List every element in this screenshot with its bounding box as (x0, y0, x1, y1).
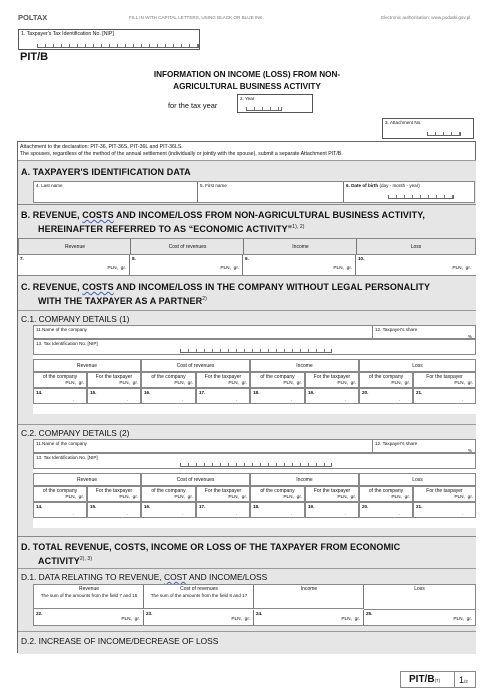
currency-pln: PLN, (107, 266, 118, 271)
company-subcol-currency (454, 381, 473, 386)
company-subcol-label: of the company (368, 374, 404, 380)
footer-form-code (400, 671, 476, 688)
company-2-subcol-1 (87, 486, 141, 502)
currency-gr: gr. (187, 495, 193, 500)
company-subcol-label: of the company (42, 374, 78, 380)
company-name-label: 11.Name of the company (36, 441, 87, 446)
company-field-number: 20. (362, 504, 369, 509)
first-name-field[interactable] (198, 182, 344, 202)
section-b-title-line2: HEREINAFTER REFERRED TO AS “ECONOMIC ACTIVITY” (38, 224, 293, 234)
company-2-field-17[interactable] (196, 502, 250, 518)
company-field-separator: . (235, 511, 237, 516)
field-9-currency (333, 266, 352, 271)
field-22[interactable] (34, 610, 144, 625)
currency-gr: gr. (296, 495, 302, 500)
company-1-subcol-3 (196, 372, 250, 388)
company-1-field-16[interactable] (141, 388, 196, 404)
currency-gr: gr. (350, 381, 356, 386)
company-1-field-14[interactable] (33, 388, 87, 404)
d1-col-income (254, 585, 364, 609)
section-d-title-line1: D. TOTAL REVENUE, COSTS, INCOME OR LOSS OF THE TAXPAYER FROM ECONOMIC (21, 542, 401, 552)
form-title-line1: INFORMATION ON INCOME (LOSS) FROM NON- (153, 70, 341, 79)
company-2-field-21[interactable] (413, 502, 476, 518)
company-field-separator: . (72, 511, 74, 516)
company-2-share-field[interactable] (372, 439, 476, 453)
company-subcol-label: of the company (42, 488, 78, 494)
d1-title (21, 572, 267, 582)
currency-gr: gr. (132, 495, 138, 500)
currency-pln: PLN, (174, 495, 185, 500)
currency-gr: gr. (404, 495, 410, 500)
d1-title-c: AND INCOME/LOSS (187, 572, 268, 582)
currency-pln: PLN, (228, 495, 239, 500)
currency-pln: PLN, (337, 495, 348, 500)
company-subcol-currency (174, 495, 193, 500)
company-field-number: 15. (90, 504, 97, 509)
company-field-separator: . (72, 397, 74, 402)
company-nip-ticks (180, 463, 332, 467)
company-1-subcol-6 (359, 372, 413, 388)
company-field-number: 17. (199, 504, 206, 509)
d1-col-revenue (34, 585, 144, 609)
currency-pln: PLN, (119, 495, 130, 500)
attachment-note-1: Attachment to the declaration: PIT-36, PIT-36S, PIT-36L and PIT-36LS. (20, 144, 183, 150)
taxpayer-nip-field[interactable] (18, 29, 200, 50)
company-1-group-0 (33, 359, 141, 372)
currency-pln: PLN, (454, 495, 465, 500)
field-23-label: 23. (146, 611, 153, 616)
company-group-header: Income (296, 477, 313, 483)
attachment-no-label: 3. Attachment No. (385, 120, 422, 125)
company-field-separator: . (461, 511, 463, 516)
dob-hint: (day - month - year) (379, 183, 420, 188)
currency-gr: gr. (120, 266, 126, 271)
section-c-title-costs: COSTS (82, 282, 114, 292)
d1-revenue-note: The sum of the amounts from the field 7 and 15 (40, 593, 138, 598)
company-field-number: 17. (199, 390, 206, 395)
company-subcol-currency (337, 495, 356, 500)
company-2-group-1 (141, 473, 250, 486)
currency-gr: gr. (233, 266, 239, 271)
field-10-currency (452, 266, 471, 271)
section-a-title: A. TAXPAYER'S IDENTIFICATION DATA (21, 167, 191, 177)
company-2-subcol-5 (305, 486, 359, 502)
year-field[interactable] (237, 94, 313, 113)
company-2-group-0 (33, 473, 141, 486)
company-field-separator: . (398, 397, 400, 402)
currency-pln: PLN, (391, 495, 402, 500)
currency-gr: gr. (241, 381, 247, 386)
company-1-subcol-4 (250, 372, 305, 388)
section-c-title-sup: 2) (202, 296, 207, 302)
company-subcol-label: of the company (368, 488, 404, 494)
dob-label: 6. Date of birth (346, 183, 379, 188)
field-7-currency (107, 266, 126, 271)
company-2-nip-field[interactable] (33, 453, 476, 469)
company-subcol-label: of the company (151, 488, 186, 494)
company-subcol-currency (174, 381, 193, 386)
company-1-group-2 (250, 359, 359, 372)
d1-col-cost (144, 585, 254, 609)
footer-page: 1 (459, 675, 465, 685)
company-2-subcol-0 (33, 486, 87, 502)
field-25-currency (453, 617, 472, 622)
company-name-label: 11.Name of the company (36, 327, 87, 332)
year-label: 2. Year (240, 96, 255, 101)
currency-gr: gr. (350, 495, 356, 500)
company-1-subcol-1 (87, 372, 141, 388)
company-subcol-currency (454, 495, 473, 500)
currency-pln: PLN, (174, 381, 185, 386)
attachment-no-field[interactable] (382, 118, 474, 139)
currency-gr: gr. (296, 381, 302, 386)
footer-version: (7) (434, 678, 441, 683)
company-nip-label: 13. Tax Identification No. [NIP] (36, 455, 98, 460)
company-nip-label: 13. Tax Identification No. [NIP] (36, 341, 98, 346)
currency-gr: gr. (465, 266, 471, 271)
company-2-subcol-2 (141, 486, 196, 502)
currency-gr: gr. (78, 495, 84, 500)
currency-pln: PLN, (231, 617, 242, 622)
d1-divider (18, 568, 476, 569)
company-field-separator: . (461, 397, 463, 402)
company-field-number: 16. (144, 504, 151, 509)
company-subcol-label: For the taxpayer (313, 374, 351, 380)
company-subcol-label: For the taxpayer (95, 374, 133, 380)
company-subcol-label: of the company (151, 374, 186, 380)
company-2-group-3 (359, 473, 476, 486)
field-8-cost[interactable] (130, 255, 243, 275)
field-10-loss[interactable] (356, 255, 474, 275)
company-1-subcol-2 (141, 372, 196, 388)
footer-page-wrap (459, 675, 468, 685)
company-nip-ticks (180, 349, 332, 353)
company-subcol-currency (283, 381, 302, 386)
company-subcol-label: For the taxpayer (313, 488, 351, 494)
company-2-subcol-3 (196, 486, 250, 502)
currency-pln: PLN, (454, 381, 465, 386)
company-group-header: Revenue (76, 477, 97, 483)
company-field-number: 19. (308, 390, 315, 395)
company-2-group-2 (250, 473, 359, 486)
company-details-1 (33, 325, 476, 414)
company-field-number: 18. (253, 504, 260, 509)
company-subcol-currency (228, 381, 247, 386)
section-b-title (21, 209, 473, 235)
currency-pln: PLN, (119, 381, 130, 386)
footer-code-wrap (409, 674, 440, 685)
company-2-name-field[interactable] (33, 439, 373, 453)
section-b-title-costs: COSTS (82, 210, 114, 220)
currency-pln: PLN, (391, 381, 402, 386)
section-b-col-loss (357, 239, 475, 254)
tax-year-label: for the tax year (168, 101, 218, 110)
taxpayer-share-label: 12. Taxpayer's share (375, 441, 418, 446)
company-subcol-label: of the company (260, 374, 295, 380)
company-subcol-currency (391, 381, 410, 386)
currency-pln: PLN, (453, 617, 464, 622)
taxpayer-share-label: 12. Taxpayer's share (375, 327, 418, 332)
currency-gr: gr. (466, 617, 472, 622)
company-1-nip-field[interactable] (33, 339, 476, 355)
company-1-name-field[interactable] (33, 325, 373, 339)
c1-divider (18, 310, 476, 311)
field-8-currency (220, 266, 239, 271)
company-field-separator: . (126, 511, 128, 516)
currency-pln: PLN, (337, 381, 348, 386)
field-10-label: 10. (358, 256, 365, 261)
currency-gr: gr. (187, 381, 193, 386)
company-field-separator: . (290, 511, 292, 516)
currency-gr: gr. (244, 617, 250, 622)
currency-pln: PLN, (65, 495, 76, 500)
section-b-title-sup: 1), 2) (292, 224, 305, 230)
company-subcol-label: For the taxpayer (204, 488, 242, 494)
section-b-title-a: B. REVENUE, (21, 210, 83, 220)
section-b-header-cost: Cost of revenues (168, 244, 207, 250)
currency-pln: PLN, (228, 381, 239, 386)
brand-poltax: POLTAX (18, 13, 48, 22)
company-1-field-18[interactable] (250, 388, 305, 404)
company-subcol-label: For the taxpayer (426, 374, 463, 380)
company-subcol-currency (119, 495, 138, 500)
last-name-field[interactable] (34, 182, 198, 202)
company-group-header: Cost of revenues (176, 477, 215, 483)
company-subcol-label: For the taxpayer (204, 374, 242, 380)
currency-pln: PLN, (121, 617, 132, 622)
company-1-subcol-5 (305, 372, 359, 388)
company-group-header: Loss (412, 477, 423, 483)
field-7-revenue[interactable] (18, 255, 130, 275)
field-24-label: 24. (256, 611, 263, 616)
footer-page-suffix: /2 (464, 679, 468, 684)
currency-pln: PLN, (452, 266, 463, 271)
company-1-field-20[interactable] (359, 388, 413, 404)
company-field-separator: . (126, 397, 128, 402)
field-23-currency (231, 617, 250, 622)
company-subcol-label: For the taxpayer (426, 488, 463, 494)
company-field-number: 14. (36, 390, 43, 395)
section-c-title-line2: WITH THE TAXPAYER AS A PARTNER (38, 296, 203, 306)
company-group-header: Revenue (76, 363, 97, 369)
company-field-number: 19. (308, 504, 315, 509)
company-field-separator: . (181, 511, 183, 516)
d2-divider (18, 631, 476, 632)
company-field-separator: . (344, 511, 346, 516)
field-8-label: 8. (132, 256, 136, 261)
company-subcol-currency (228, 495, 247, 500)
company-1-share-field[interactable] (372, 325, 476, 339)
currency-gr: gr. (78, 381, 84, 386)
field-24[interactable] (254, 610, 364, 625)
section-c-title-a: C. REVENUE, (21, 282, 83, 292)
d1-header-income: Income (300, 586, 318, 592)
currency-gr: gr. (346, 266, 352, 271)
company-field-number: 16. (144, 390, 151, 395)
company-field-number: 18. (253, 390, 260, 395)
section-c-title (21, 281, 473, 307)
last-name-label: 4. Last name (36, 183, 63, 188)
currency-pln: PLN, (283, 495, 294, 500)
company-1-field-19[interactable] (305, 388, 359, 404)
currency-gr: gr. (134, 617, 140, 622)
company-subcol-currency (65, 381, 84, 386)
section-b-col-income (244, 239, 357, 254)
attachment-note-2: The spouses, regardless of the method of the annual settlement (individually or jointly with the spouse), submit a separate Attachment PIT/B. (20, 151, 343, 157)
percent-sign: % (467, 334, 472, 339)
currency-gr: gr. (467, 381, 473, 386)
company-2-subcol-6 (359, 486, 413, 502)
company-1-field-15[interactable] (87, 388, 141, 404)
section-b-values-row (18, 255, 476, 276)
company-subcol-label: of the company (260, 488, 295, 494)
d1-cost-note: The sum of the amounts from the field 8 and 17 (150, 593, 248, 598)
company-subcol-currency (391, 495, 410, 500)
nip-digit-ticks (37, 44, 199, 48)
field-25-label: 25. (366, 611, 373, 616)
d1-title-a: D.1. DATA RELATING TO REVENUE, (21, 572, 165, 582)
company-field-separator: . (398, 511, 400, 516)
field-22-currency (121, 617, 140, 622)
company-field-number: 14. (36, 504, 43, 509)
company-group-header: Income (296, 363, 313, 369)
company-subcol-currency (337, 381, 356, 386)
section-b-header-revenue: Revenue (64, 244, 85, 250)
company-field-separator: . (181, 397, 183, 402)
field-22-label: 22. (36, 611, 43, 616)
first-name-label: 5. First name (200, 183, 227, 188)
company-field-number: 15. (90, 390, 97, 395)
c2-title: C.2. COMPANY DETAILS (2) (21, 428, 130, 438)
section-d-title-sup: 2), 3) (79, 556, 93, 562)
company-1-field-17[interactable] (196, 388, 250, 404)
company-1-subcol-7 (413, 372, 476, 388)
company-field-separator: . (235, 397, 237, 402)
d1-col-loss (364, 585, 475, 610)
date-of-birth-label (346, 183, 420, 188)
field-25[interactable] (364, 610, 475, 625)
fill-instructions: FILL IN WITH CAPITAL LETTERS, USING BLACK OR BLUE INK. (129, 15, 264, 20)
section-b-header-loss: Loss (410, 244, 422, 250)
company-2-subcol-4 (250, 486, 305, 502)
company-1-field-21[interactable] (413, 388, 476, 404)
currency-pln: PLN, (283, 381, 294, 386)
currency-gr: gr. (404, 381, 410, 386)
d1-header-cost: Cost of revenues (180, 586, 218, 592)
company-2-field-16[interactable] (141, 502, 196, 518)
company-2-field-15[interactable] (87, 502, 141, 518)
section-d-title (21, 541, 473, 567)
d1-header-loss: Loss (414, 586, 425, 592)
company-1-group-3 (359, 359, 476, 372)
company-1-subcol-0 (33, 372, 87, 388)
currency-pln: PLN, (220, 266, 231, 271)
section-d-title-line2: ACTIVITY (38, 556, 80, 566)
d1-header-revenue: Revenue (78, 586, 99, 592)
dob-ticks (388, 195, 454, 199)
section-b-col-revenue (19, 239, 131, 254)
date-of-birth-field[interactable] (344, 182, 474, 202)
company-1-group-1 (141, 359, 250, 372)
currency-gr: gr. (241, 495, 247, 500)
company-2-subcol-7 (413, 486, 476, 502)
company-2-field-19[interactable] (305, 502, 359, 518)
field-7-label: 7. (20, 256, 24, 261)
form-code: PIT/B (20, 51, 49, 63)
d2-title: D.2. INCREASE OF INCOME/DECREASE OF LOSS (21, 636, 219, 646)
company-field-number: 21. (416, 390, 423, 395)
company-subcol-currency (65, 495, 84, 500)
section-b-col-cost (131, 239, 244, 254)
company-2-field-18[interactable] (250, 502, 305, 518)
footer-code: PIT/B (409, 674, 435, 685)
company-group-header: Loss (412, 363, 423, 369)
currency-pln: PLN, (333, 266, 344, 271)
section-a-fields (33, 181, 475, 203)
company-details-2 (33, 439, 476, 528)
field-24-currency (341, 617, 360, 622)
company-subcol-currency (283, 495, 302, 500)
section-b-title-c: AND INCOME/LOSS FROM NON-AGRICULTURAL BUSINESS ACTIVITY, (113, 210, 425, 220)
currency-gr: gr. (132, 381, 138, 386)
form-title (100, 69, 394, 93)
company-2-field-14[interactable] (33, 502, 87, 518)
percent-sign: % (467, 448, 472, 453)
distributor-note: Electronic authorisation: www.podatki.gov.pl (381, 15, 471, 20)
year-digit-ticks (246, 107, 282, 111)
footer-page-divider (454, 672, 455, 687)
taxpayer-nip-label: 1. Taxpayer's Tax Identification No. [NIP] (21, 31, 114, 37)
attachment-digit-ticks (427, 132, 461, 136)
company-subcol-currency (119, 381, 138, 386)
d1-table (33, 584, 476, 626)
section-b-header-row (18, 238, 476, 255)
company-2-field-20[interactable] (359, 502, 413, 518)
field-9-label: 9. (245, 256, 249, 261)
company-group-header: Cost of revenues (176, 363, 215, 369)
currency-gr: gr. (354, 617, 360, 622)
company-field-separator: . (344, 397, 346, 402)
field-9-income[interactable] (243, 255, 356, 275)
currency-pln: PLN, (341, 617, 352, 622)
company-field-separator: . (290, 397, 292, 402)
c2-divider (18, 424, 476, 425)
currency-gr: gr. (467, 495, 473, 500)
currency-pln: PLN, (65, 381, 76, 386)
form-title-line2: AGRICULTURAL BUSINESS ACTIVITY (173, 82, 321, 91)
company-field-number: 20. (362, 390, 369, 395)
company-field-number: 21. (416, 504, 423, 509)
c1-title: C.1. COMPANY DETAILS (1) (21, 314, 130, 324)
company-subcol-label: For the taxpayer (95, 488, 133, 494)
section-c-title-c: AND INCOME/LOSS IN THE COMPANY WITHOUT LEGAL PERSONALITY (113, 282, 431, 292)
field-23[interactable] (144, 610, 254, 625)
d1-title-cost: COST (164, 572, 188, 582)
section-b-header-income: Income (292, 244, 309, 250)
